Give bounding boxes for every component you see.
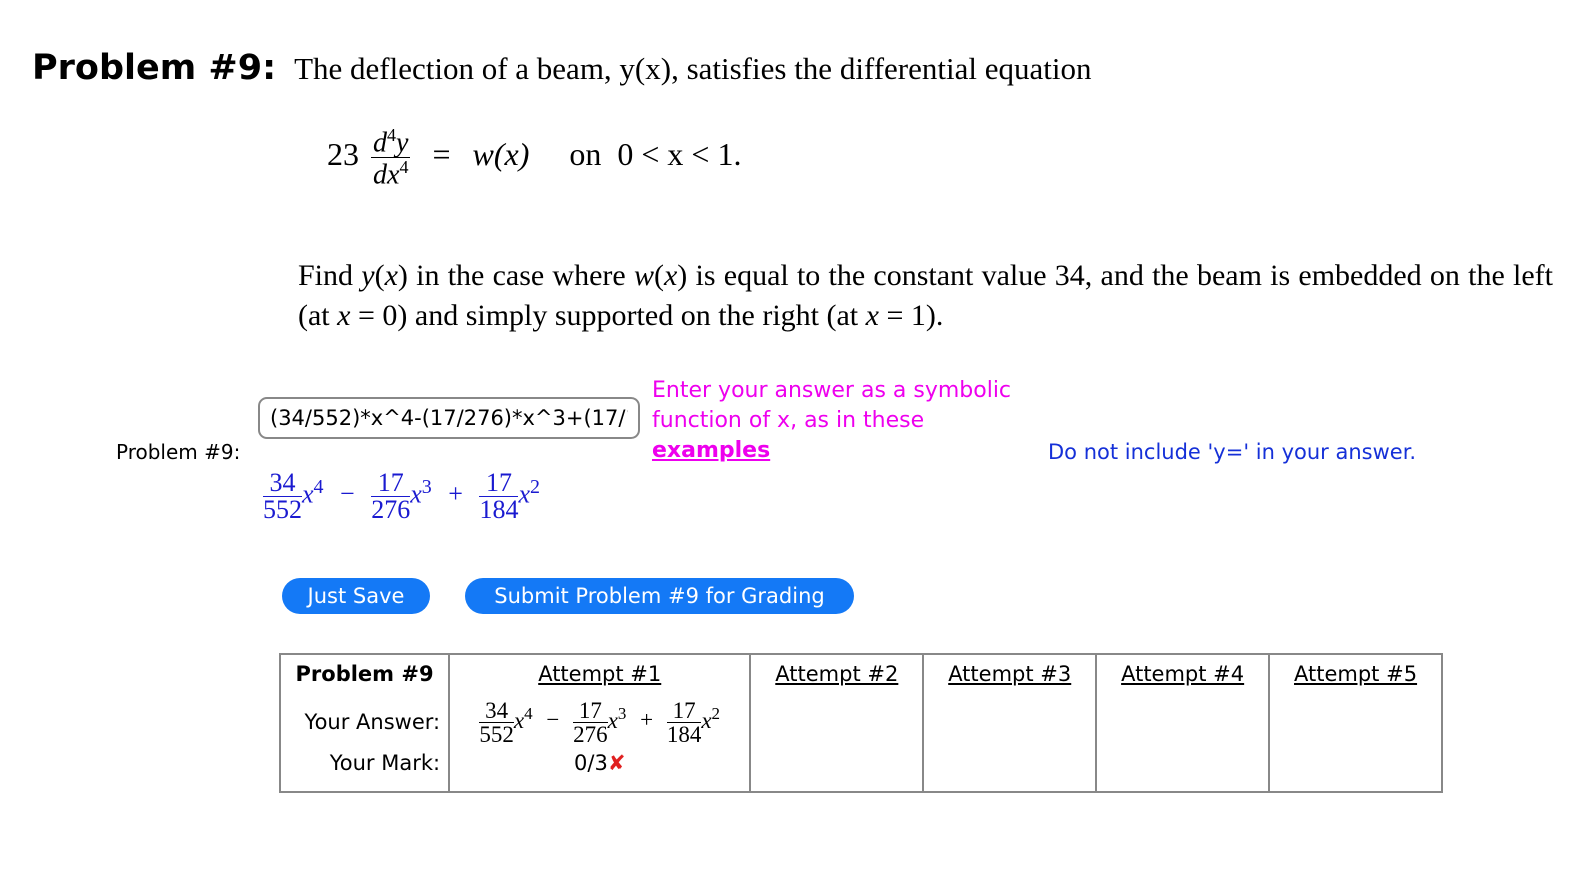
problem-title: Problem #9:: [32, 48, 277, 88]
preview-term-3-coef: $\frac{17}{184}$: [479, 468, 519, 524]
wrong-x-icon: ✘: [607, 751, 626, 775]
preview-term-1-coef: $\frac{34}{552}$: [263, 468, 302, 524]
eq-coefficient: 23: [327, 136, 359, 173]
attempt-3-link[interactable]: Attempt #3: [923, 654, 1096, 693]
your-answer-label: Your Answer:: [280, 693, 449, 751]
attempt-2-mark: [750, 751, 923, 792]
eq-domain: on 0 < x < 1.: [569, 136, 742, 173]
eq-numerator: $d^4y$: [373, 125, 409, 159]
answer-problem-label: Problem #9:: [116, 440, 241, 464]
attempt-3-answer: [923, 693, 1096, 751]
hint-line-2: function of x, as in these: [652, 408, 925, 433]
eq-denominator: $dx^4$: [373, 157, 409, 191]
hint-line-1: Enter your answer as a symbolic: [652, 378, 1012, 403]
answer-input[interactable]: [258, 397, 640, 439]
problem-statement: Find y(x) in the case where w(x) is equal to the constant value 34, and the beam is embedded on the left (at x = 0) and simply supported on the right (at x = 1).: [298, 259, 1553, 332]
attempt-5-answer: [1269, 693, 1442, 751]
attempts-table: [279, 653, 1443, 793]
attempt-2-link[interactable]: Attempt #2: [750, 654, 923, 693]
attempt-2-answer: [750, 693, 923, 751]
attempt-1-link[interactable]: Attempt #1: [449, 654, 750, 693]
preview-term-2-coef: $\frac{17}{276}$: [371, 468, 411, 524]
just-save-button[interactable]: Just Save: [282, 578, 430, 614]
table-header-problem: Problem #9: [280, 654, 449, 693]
attempt-5-mark: [1269, 751, 1442, 792]
answer-hint: [652, 376, 1011, 466]
attempt-4-mark: [1096, 751, 1269, 792]
your-mark-label: Your Mark:: [280, 751, 449, 792]
eq-derivative-fraction: [371, 126, 410, 190]
problem-intro: The deflection of a beam, y(x), satisfies the differential equation: [294, 51, 1092, 86]
submit-button[interactable]: Submit Problem #9 for Grading: [465, 578, 854, 614]
attempt-3-mark: [923, 751, 1096, 792]
problem-header: [32, 48, 1091, 88]
answer-preview: $\frac{34}{552}$ $x^4$ − $\frac{17}{276}$ $x^3$ + $\frac{17}{184}$ $x^2$: [263, 468, 540, 524]
attempt-5-link[interactable]: Attempt #5: [1269, 654, 1442, 693]
eq-equals: =: [432, 136, 451, 173]
differential-equation: [327, 126, 741, 190]
attempt-1-answer: $\frac{34}{552}$ $x^4$ − $\frac{17}{276}$ $x^3$ + $\frac{17}{184}$ $x^2$: [449, 693, 750, 751]
attempt-4-link[interactable]: Attempt #4: [1096, 654, 1269, 693]
attempt-1-mark: 0/3✘: [449, 751, 750, 792]
attempt-4-answer: [1096, 693, 1269, 751]
examples-link[interactable]: examples: [652, 438, 771, 463]
eq-rhs: w(x): [472, 136, 530, 173]
no-y-note: Do not include 'y=' in your answer.: [1048, 440, 1417, 464]
